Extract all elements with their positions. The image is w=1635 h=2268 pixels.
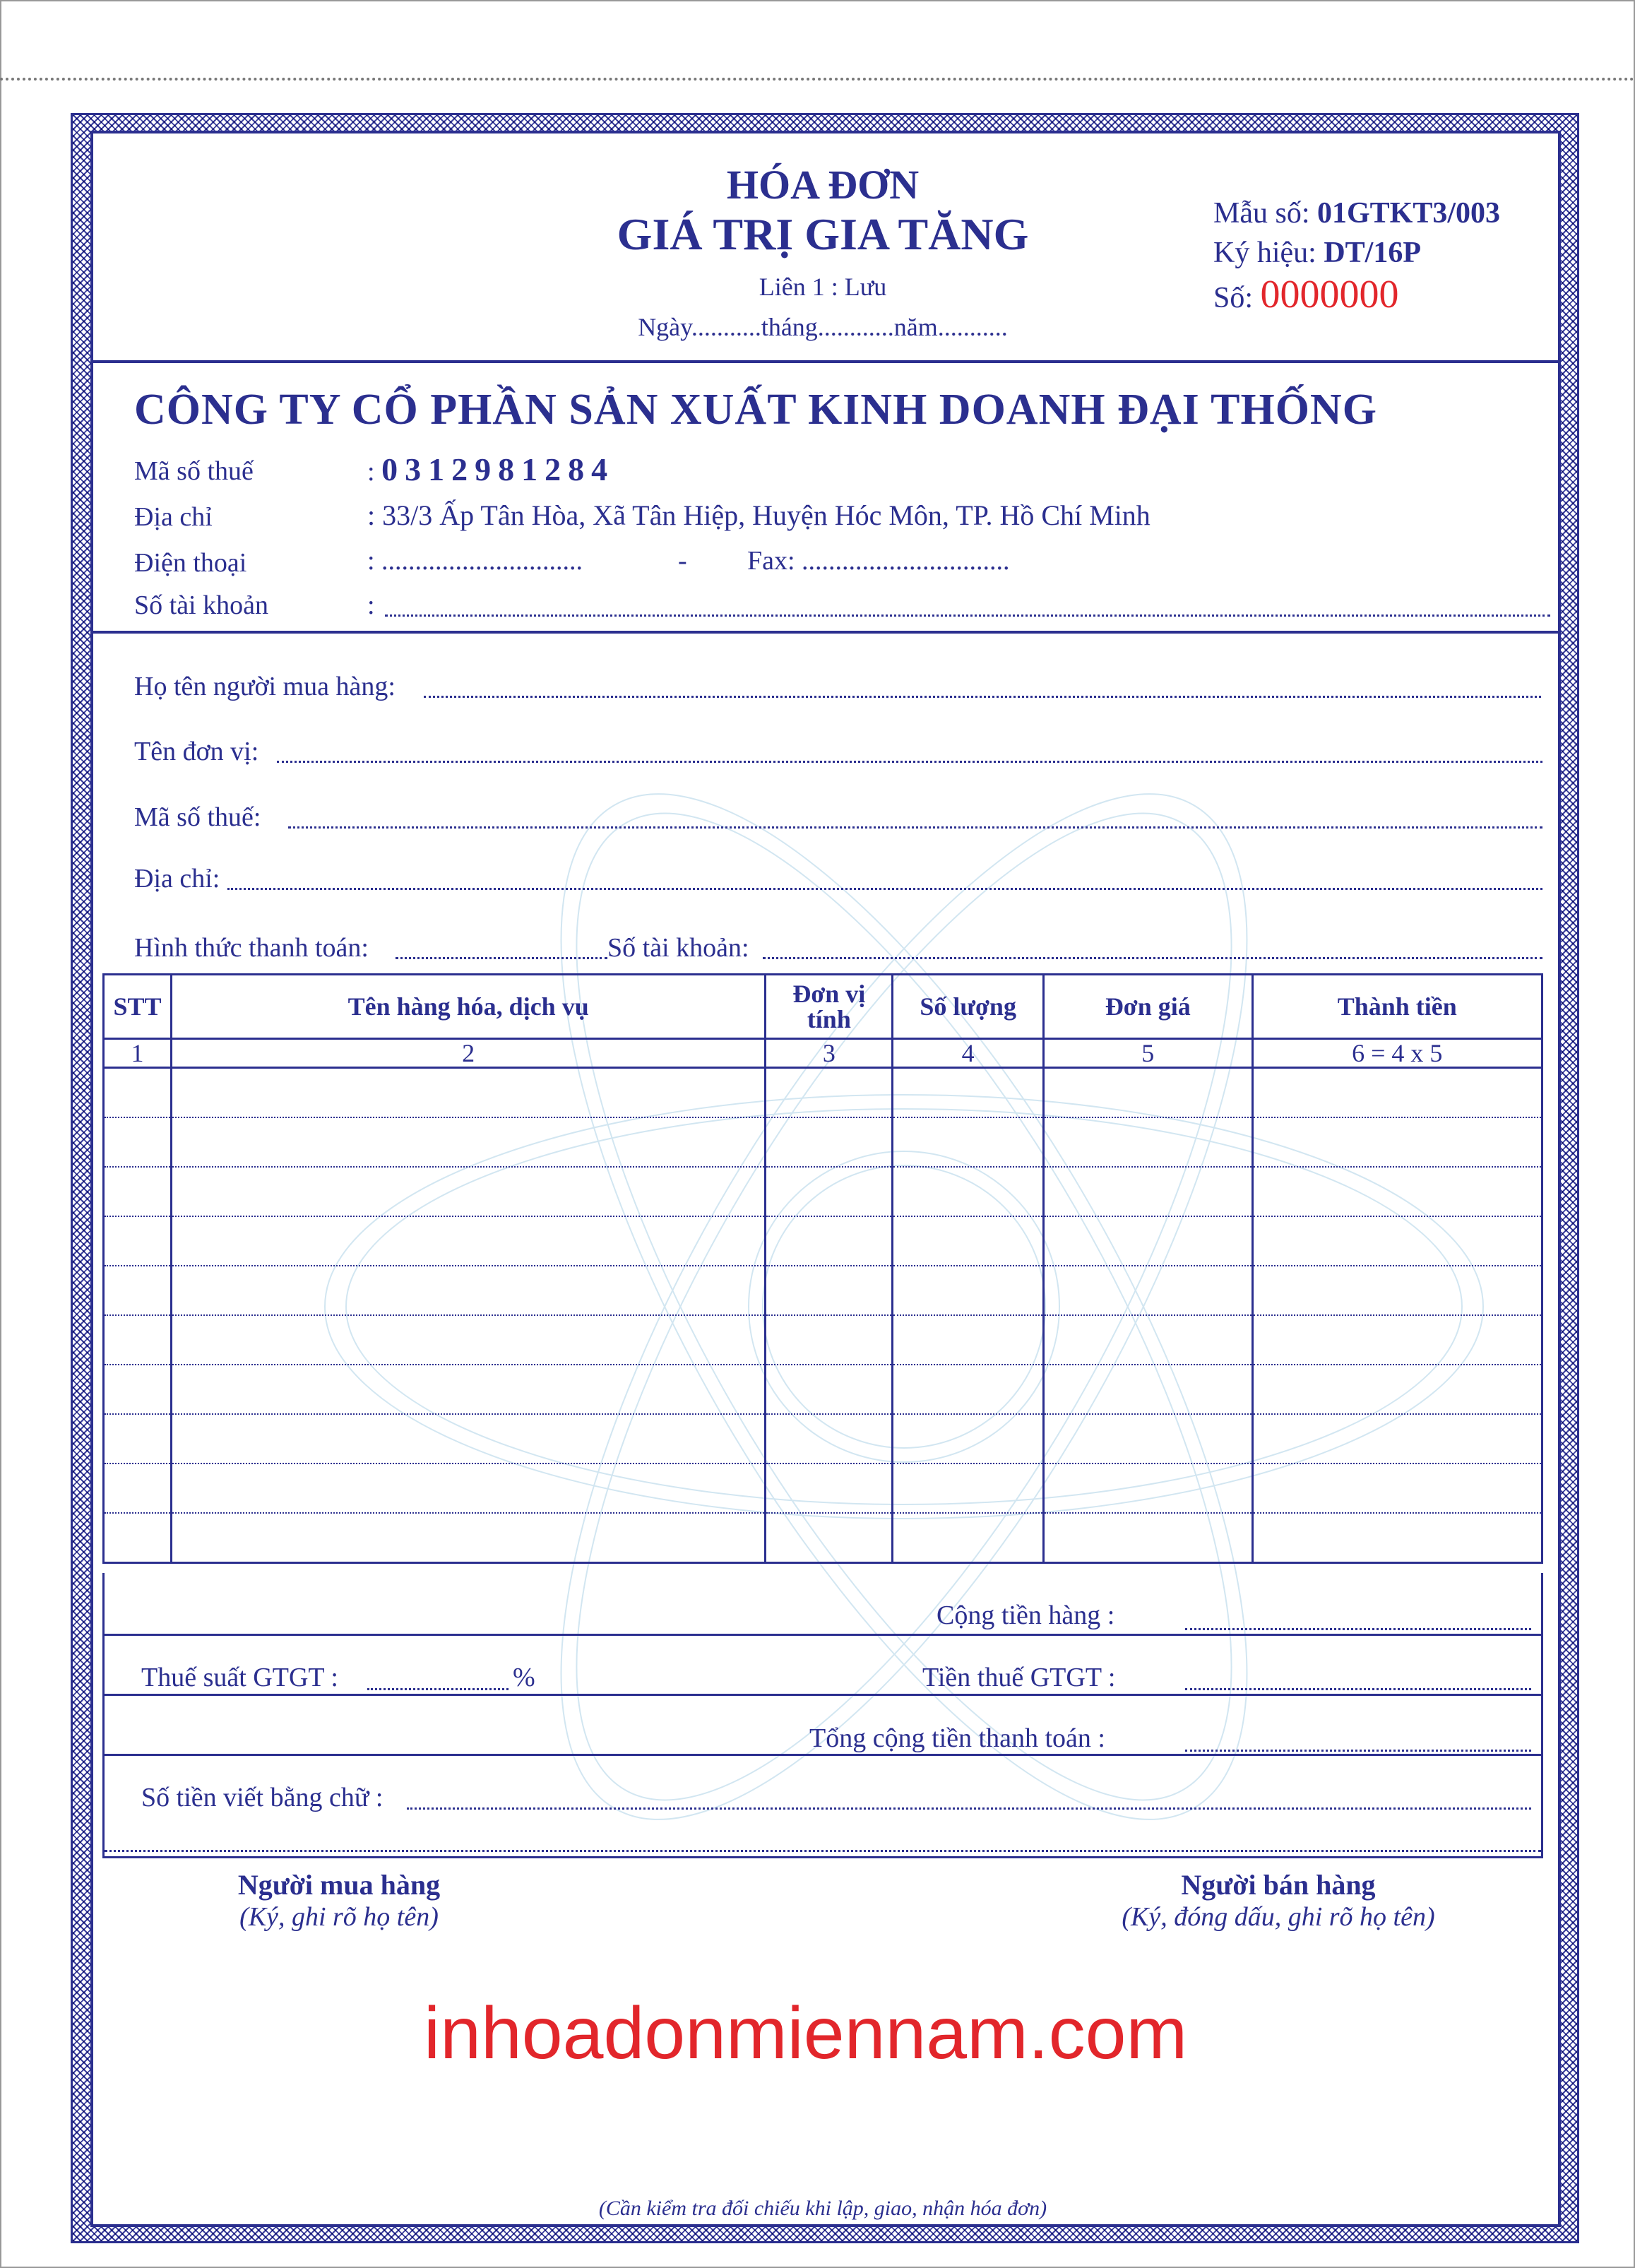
table-row[interactable]	[104, 1068, 1542, 1118]
seller-phone-value: : ..............................	[367, 546, 583, 576]
divider	[105, 1694, 1541, 1696]
col-header-stt: STT	[104, 975, 172, 1039]
table-row[interactable]	[104, 1117, 1542, 1167]
col-header-unit: Đơn vị tính	[766, 975, 893, 1039]
buyer-address-field[interactable]	[227, 888, 1542, 890]
seller-company: CÔNG TY CỔ PHẦN SẢN XUẤT KINH DOANH ĐẠI THỐNG	[134, 386, 1377, 434]
payment-method-field[interactable]	[396, 957, 607, 959]
buyer-signature	[162, 1868, 516, 1932]
fax-separator: -	[678, 546, 687, 576]
grand-total-label: Tổng cộng tiền thanh toán :	[809, 1723, 1105, 1753]
seller-address-label: Địa chỉ	[134, 502, 213, 532]
divider	[105, 1754, 1541, 1756]
table-row[interactable]	[104, 1167, 1542, 1216]
perforation-line	[0, 78, 1635, 81]
grand-total-field[interactable]	[1185, 1750, 1531, 1752]
col-number: 1	[104, 1039, 172, 1068]
buyer-unit-field[interactable]	[277, 761, 1542, 763]
table-row[interactable]	[104, 1463, 1542, 1513]
seller-account-field[interactable]	[385, 615, 1550, 617]
totals-block	[102, 1573, 1543, 1858]
vat-amount-field[interactable]	[1185, 1688, 1531, 1690]
seller-signature-note: (Ký, đóng dấu, ghi rõ họ tên)	[1122, 1902, 1435, 1932]
invoice-symbol: Ký hiệu: DT/16P	[1213, 237, 1421, 269]
vat-rate-label: Thuế suất GTGT :	[141, 1663, 338, 1692]
buyer-signature-note: (Ký, ghi rõ họ tên)	[239, 1902, 439, 1932]
table-row[interactable]	[104, 1216, 1542, 1266]
table-row[interactable]	[104, 1365, 1542, 1414]
buyer-account-field[interactable]	[763, 957, 1542, 959]
col-number: 5	[1044, 1039, 1253, 1068]
seller-tax-value: : 0312981284	[367, 451, 615, 487]
invoice-title: HÓA ĐƠN	[726, 162, 920, 208]
form-number-value: 01GTKT3/003	[1317, 197, 1501, 230]
table-row[interactable]	[104, 1266, 1542, 1315]
seller-phone-label: Điện thoại	[134, 548, 247, 578]
buyer-tax-field[interactable]	[288, 826, 1542, 829]
buyer-name-field[interactable]	[424, 696, 1541, 698]
vat-rate-field[interactable]	[367, 1688, 509, 1690]
buyer-account-label: Số tài khoản:	[607, 933, 749, 963]
amount-in-words-field[interactable]	[407, 1807, 1531, 1810]
seller-fax: Fax: ...............................	[747, 546, 1010, 576]
divider	[90, 631, 1558, 634]
table-row[interactable]	[104, 1513, 1542, 1563]
seller-account-label: Số tài khoản	[134, 590, 268, 620]
website-watermark: inhoadonmiennam.com	[424, 1993, 1188, 2074]
payment-method-label: Hình thức thanh toán:	[134, 933, 369, 963]
col-header-amount: Thành tiền	[1252, 975, 1542, 1039]
col-number: 6 = 4 x 5	[1252, 1039, 1542, 1068]
buyer-unit-label: Tên đơn vị:	[134, 737, 259, 766]
buyer-signature-title: Người mua hàng	[237, 1869, 441, 1901]
invoice-number-value: 0000000	[1260, 273, 1399, 316]
copy-label: Liên 1 : Lưu	[759, 273, 887, 301]
table-row[interactable]	[104, 1315, 1542, 1365]
buyer-tax-label: Mã số thuế:	[134, 802, 261, 832]
col-header-price: Đơn giá	[1044, 975, 1253, 1039]
seller-tax-label: Mã số thuế	[134, 456, 254, 486]
col-number: 4	[893, 1039, 1044, 1068]
buyer-name-label: Họ tên người mua hàng:	[134, 672, 396, 701]
col-number: 2	[171, 1039, 765, 1068]
invoice-number: Số: 0000000	[1213, 273, 1399, 316]
footer-note: (Cần kiểm tra đối chiếu khi lập, giao, nhận hóa đơn)	[598, 2197, 1047, 2220]
seller-address-value: : 33/3 Ấp Tân Hòa, Xã Tân Hiệp, Huyện Hóc Môn, TP. Hồ Chí Minh	[367, 499, 1151, 531]
divider	[105, 1634, 1541, 1636]
items-table	[102, 973, 1543, 1564]
seller-account-colon: :	[367, 590, 375, 620]
amount-in-words-label: Số tiền viết bằng chữ :	[141, 1783, 384, 1812]
vat-amount-label: Tiền thuế GTGT :	[922, 1663, 1116, 1692]
seller-signature-title: Người bán hàng	[1181, 1869, 1376, 1901]
seller-signature	[1066, 1868, 1490, 1932]
subtotal-label: Cộng tiền hàng :	[937, 1601, 1115, 1630]
col-header-name: Tên hàng hóa, dịch vụ	[171, 975, 765, 1039]
divider	[90, 360, 1558, 363]
buyer-address-label: Địa chỉ:	[134, 864, 220, 893]
invoice-symbol-value: DT/16P	[1324, 237, 1421, 269]
vat-rate-unit: %	[513, 1663, 535, 1692]
col-number: 3	[766, 1039, 893, 1068]
amount-in-words-field-2[interactable]	[105, 1850, 1541, 1852]
date-line: Ngày...........tháng............năm...........	[638, 313, 1008, 341]
invoice-subtitle: GIÁ TRỊ GIA TĂNG	[617, 209, 1029, 259]
col-header-qty: Số lượng	[893, 975, 1044, 1039]
form-number: Mẫu số: 01GTKT3/003	[1213, 197, 1501, 230]
table-row[interactable]	[104, 1414, 1542, 1463]
subtotal-field[interactable]	[1185, 1628, 1531, 1630]
